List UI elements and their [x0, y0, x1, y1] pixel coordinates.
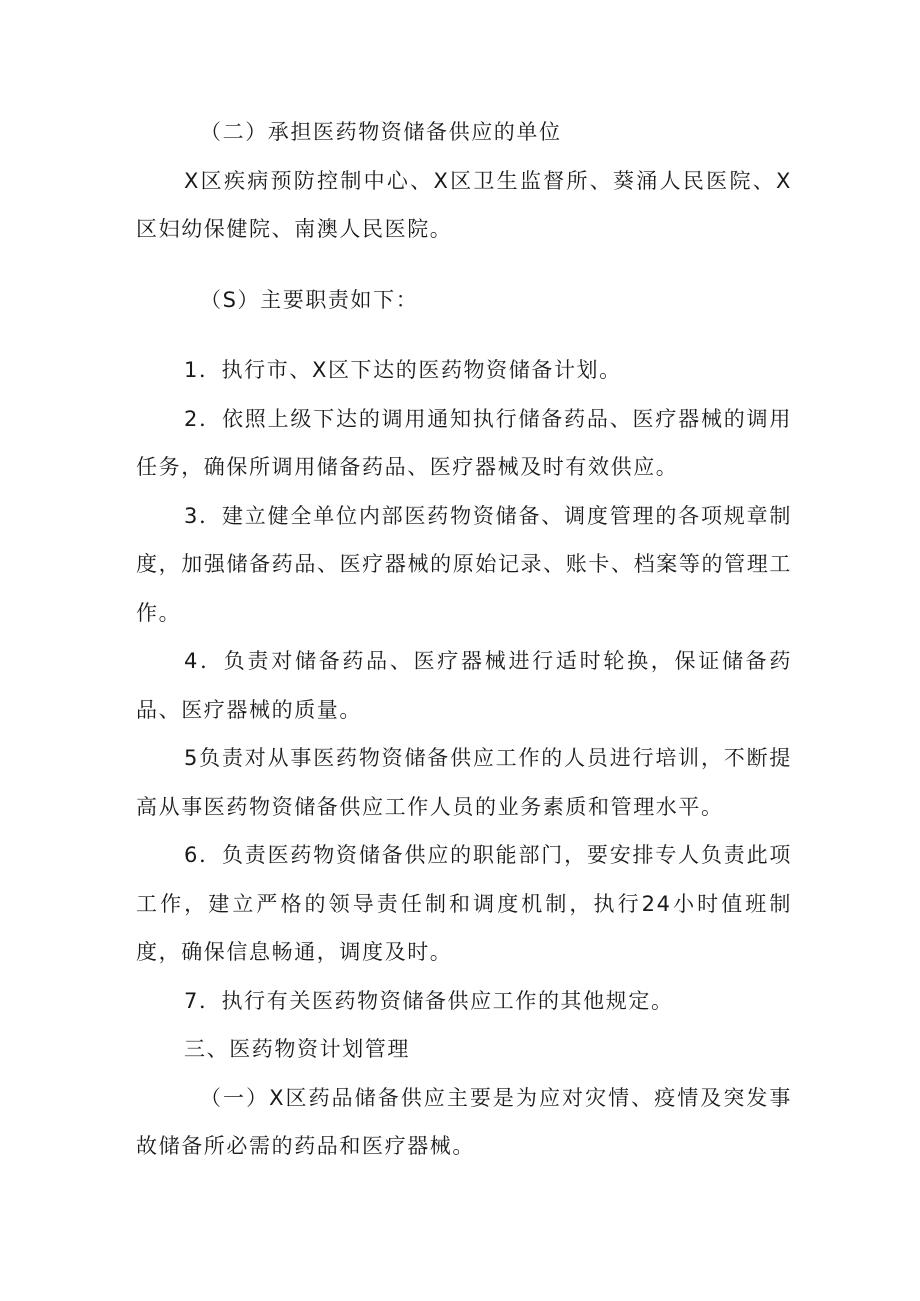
- section-heading-main-duties: （S）主要职责如下：: [200, 287, 419, 312]
- section-heading-plan-management: 三、医药物资计划管理: [184, 1037, 410, 1061]
- duty-item-7: 7．执行有关医药物资储备供应工作的其他规定。: [184, 988, 674, 1013]
- paragraph-drug-reserve-purpose: （一）X区药品储备供应主要是为应对灾情、疫情及突发事故储备所必需的药品和医疗器械。: [136, 1085, 792, 1158]
- paragraph-unit-list: X区疾病预防控制中心、X区卫生监督所、葵涌人民医院、X区妇幼保健院、南澳人民医院。: [136, 168, 792, 241]
- duty-item-6: 6．负责医药物资储备供应的职能部门，要安排专人负责此项工作，建立严格的领导责任制和调度机制，执行24小时值班制度，确保信息畅通，调度及时。: [136, 843, 792, 964]
- duty-item-1: 1．执行市、X区下达的医药物资储备计划。: [184, 358, 622, 382]
- document-body: [136, 108, 792, 1171]
- duty-item-3: 3．建立健全单位内部医药物资储备、调度管理的各项规章制度，加强储备药品、医疗器械的原始记录、账卡、档案等的管理工作。: [136, 503, 792, 625]
- duty-item-2: 2．依照上级下达的调用通知执行储备药品、医疗器械的调用任务，确保所调用储备药品、医疗器械及时有效供应。: [136, 406, 792, 479]
- duty-item-4: 4．负责对储备药品、医疗器械进行适时轮换，保证储备药品、医疗器械的质量。: [136, 649, 792, 722]
- section-heading-responsible-units: （二）承担医药物资储备供应的单位: [200, 120, 562, 144]
- duty-item-5: 5负责对从事医药物资储备供应工作的人员进行培训，不断提高从事医药物资储备供应工作人员的业务素质和管理水平。: [136, 746, 792, 819]
